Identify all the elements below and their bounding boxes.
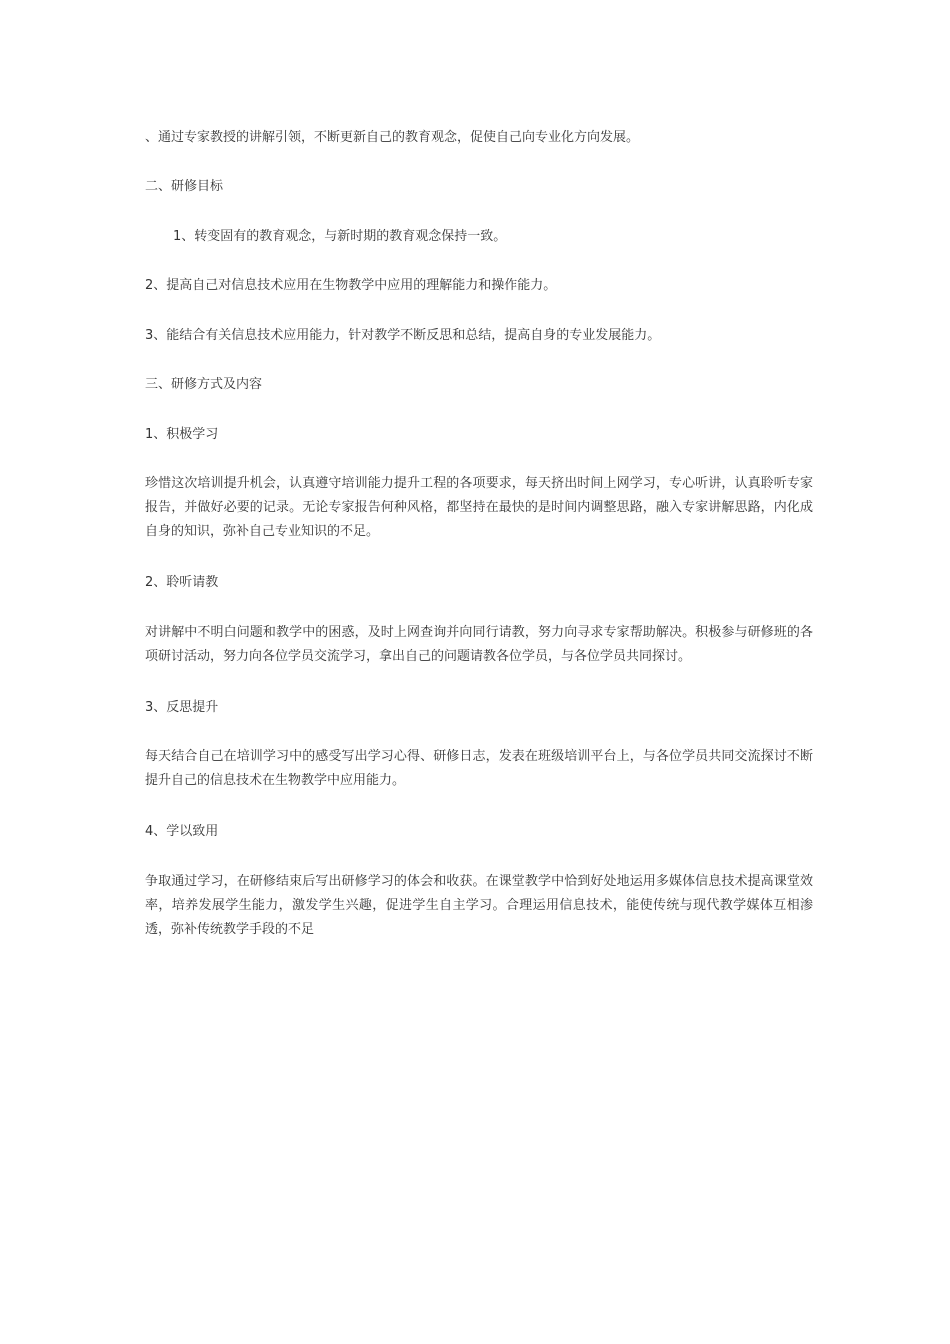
subsection-title-2: 2、聆听请教 [145,575,219,590]
subsection-body-2: 对讲解中不明白问题和教学中的困惑，及时上网查询并向同行请教，努力向寻求专家帮助解决。积极参与研修班的各项研讨活动，努力向各位学员交流学习，拿出自己的问题请教各位学员，与各位学员共同探讨。 [145,625,813,664]
section-heading-methods: 三、研修方式及内容 [145,377,263,392]
section-heading-goals: 二、研修目标 [145,179,224,194]
goal-item-1: 1、转变固有的教育观念，与新时期的教育观念保持一致。 [173,229,507,244]
subsection-body-3: 每天结合自己在培训学习中的感受写出学习心得、研修日志，发表在班级培训平台上，与各位学员共同交流探讨不断提升自己的信息技术在生物教学中应用能力。 [145,749,813,788]
paragraph-intro: 、通过专家教授的讲解引领，不断更新自己的教育观念，促使自己向专业化方向发展。 [145,130,640,145]
goal-item-3: 3、能结合有关信息技术应用能力，针对教学不断反思和总结，提高自身的专业发展能力。 [145,328,661,343]
subsection-title-3: 3、反思提升 [145,700,219,715]
subsection-title-4: 4、学以致用 [145,824,219,839]
goal-item-2: 2、提高自己对信息技术应用在生物教学中应用的理解能力和操作能力。 [145,278,557,293]
subsection-body-1: 珍惜这次培训提升机会，认真遵守培训能力提升工程的各项要求，每天挤出时间上网学习，专心听讲，认真聆听专家报告，并做好必要的记录。无论专家报告何种风格，都坚持在最快的是时间内调整思路，融入专家讲解思路，内化成自身的知识，弥补自己专业知识的不足。 [145,476,813,539]
subsection-title-1: 1、积极学习 [145,427,219,442]
subsection-body-4: 争取通过学习，在研修结束后写出研修学习的体会和收获。在课堂教学中恰到好处地运用多媒体信息技术提高课堂效率，培养发展学生能力，激发学生兴趣，促进学生自主学习。合理运用信息技术，能使传统与现代教学媒体互相渗透，弥补传统教学手段的不足 [145,874,813,937]
